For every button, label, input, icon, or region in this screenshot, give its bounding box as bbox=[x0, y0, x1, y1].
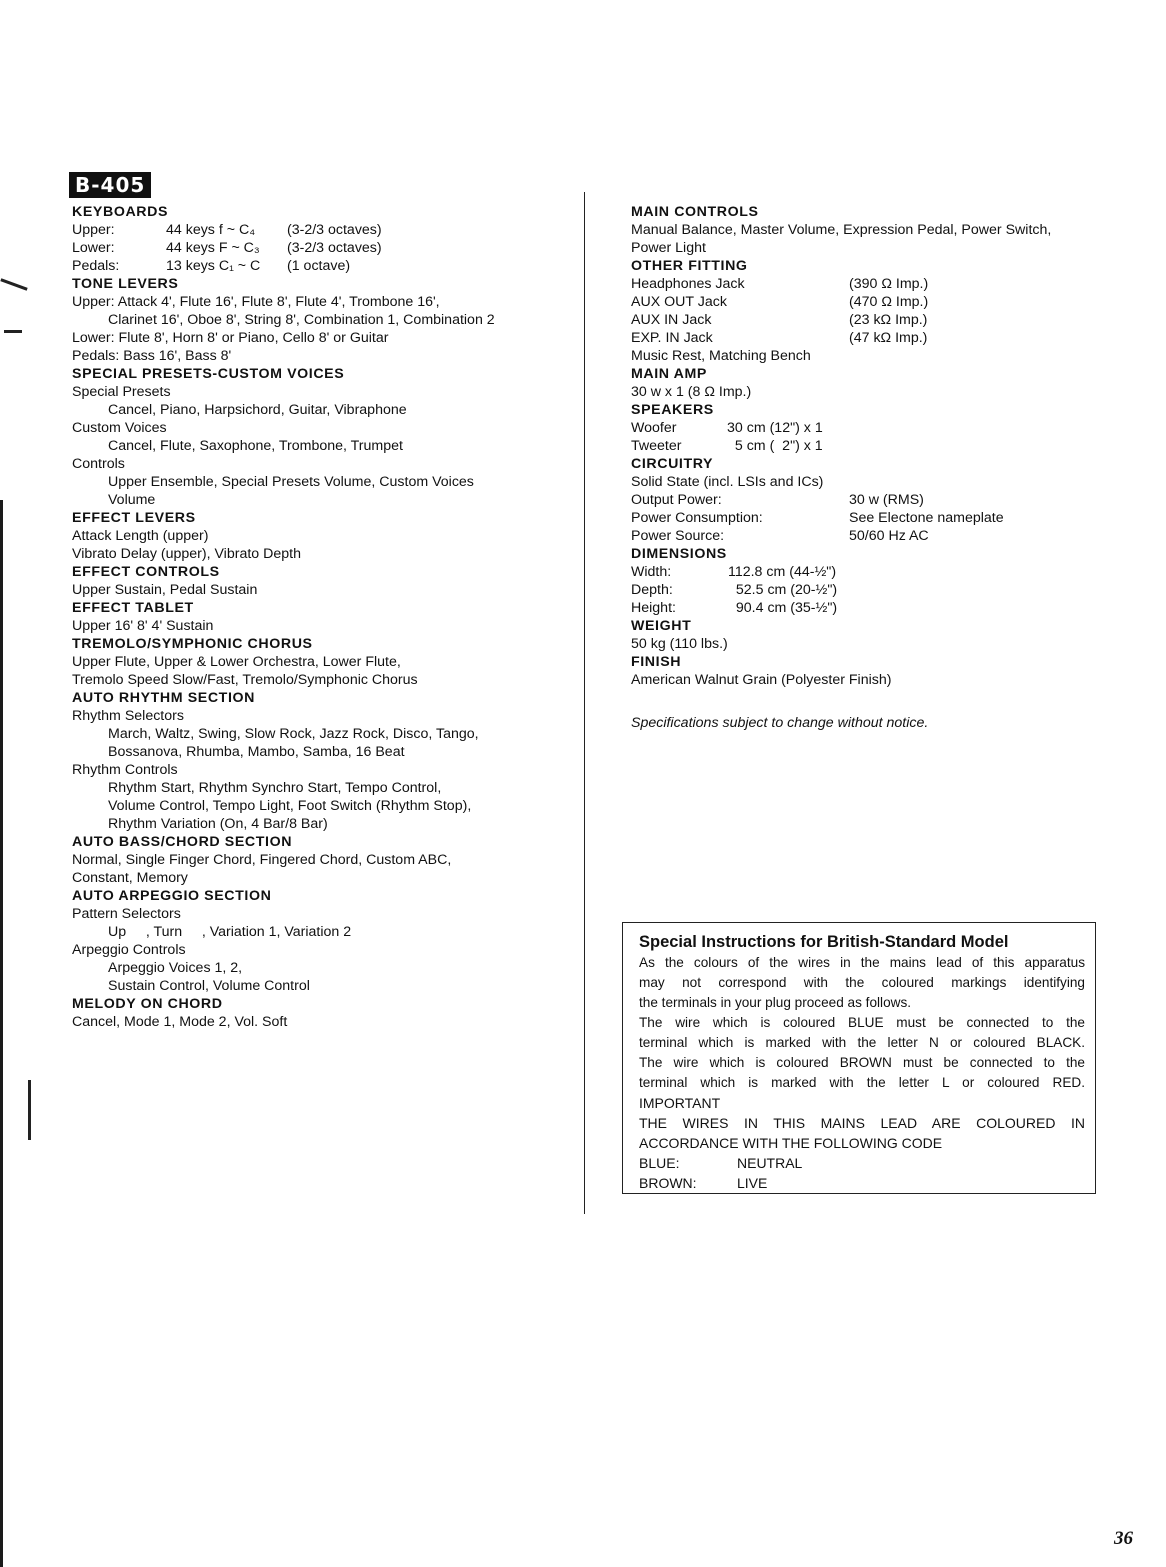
column-divider bbox=[584, 192, 585, 1214]
instruction-line: As the colours of the wires in the mains lead of this apparatus bbox=[639, 955, 1085, 970]
tone-levers-upper: Upper: Attack 4', Flute 16', Flute 8', Flute 4', Trombone 16', bbox=[72, 294, 440, 310]
fitting-row: AUX IN Jack (23 kΩ Imp.) bbox=[631, 312, 928, 328]
circuitry-row: Power Source: 50/60 Hz AC bbox=[631, 528, 929, 544]
effect-controls-heading: EFFECT CONTROLS bbox=[72, 564, 220, 580]
instruction-line: terminal which is marked with the letter L or coloured RED. bbox=[639, 1075, 1085, 1090]
instruction-line: The wire which is coloured BLUE must be connected to the bbox=[639, 1015, 1085, 1030]
rhythm-selectors-line: March, Waltz, Swing, Slow Rock, Jazz Rock, Disco, Tango, bbox=[108, 726, 479, 742]
keyboards-heading: KEYBOARDS bbox=[72, 204, 169, 220]
dimension-row: Height: 90.4 cm (35-½") bbox=[631, 600, 838, 616]
important-line: THE WIRES IN THIS MAINS LEAD ARE COLOURED IN bbox=[639, 1115, 1085, 1131]
fitting-row: EXP. IN Jack (47 kΩ Imp.) bbox=[631, 330, 928, 346]
special-presets-heading: SPECIAL PRESETS-CUSTOM VOICES bbox=[72, 366, 345, 382]
keyboard-row: Upper: 44 keys f ~ C₄ (3-2/3 octaves) bbox=[72, 222, 382, 238]
effect-levers-line: Vibrato Delay (upper), Vibrato Depth bbox=[72, 546, 301, 562]
auto-bass-line: Normal, Single Finger Chord, Fingered Chord, Custom ABC, bbox=[72, 852, 452, 868]
auto-bass-heading: AUTO BASS/CHORD SECTION bbox=[72, 834, 293, 850]
instruction-line: The wire which is coloured BROWN must be connected to the bbox=[639, 1055, 1085, 1070]
special-presets-items: Cancel, Piano, Harpsichord, Guitar, Vibraphone bbox=[108, 402, 407, 418]
weight-line: 50 kg (110 lbs.) bbox=[631, 636, 728, 652]
fitting-row: Headphones Jack (390 Ω Imp.) bbox=[631, 276, 929, 292]
instruction-line: may not correspond with the coloured markings identifying bbox=[639, 975, 1085, 990]
tremolo-line: Tremolo Speed Slow/Fast, Tremolo/Symphonic Chorus bbox=[72, 672, 418, 688]
british-instructions-title: Special Instructions for British-Standard Model bbox=[639, 933, 1009, 951]
british-instructions-body bbox=[639, 953, 1085, 1093]
effect-levers-line: Attack Length (upper) bbox=[72, 528, 209, 544]
other-fitting-heading: OTHER FITTING bbox=[631, 258, 748, 274]
presets-controls-line: Upper Ensemble, Special Presets Volume, Custom Voices bbox=[108, 474, 474, 490]
scan-mark bbox=[4, 330, 22, 333]
dimension-row: Width: 112.8 cm (44-½") bbox=[631, 564, 837, 580]
auto-arpeggio-heading: AUTO ARPEGGIO SECTION bbox=[72, 888, 272, 904]
dimension-row: Depth: 52.5 cm (20-½") bbox=[631, 582, 838, 598]
rhythm-controls-line: Rhythm Start, Rhythm Synchro Start, Tempo Control, bbox=[108, 780, 442, 796]
circuitry-row: Output Power: 30 w (RMS) bbox=[631, 492, 924, 508]
auto-rhythm-heading: AUTO RHYTHM SECTION bbox=[72, 690, 255, 706]
custom-voices-label: Custom Voices bbox=[72, 420, 167, 436]
presets-controls-label: Controls bbox=[72, 456, 125, 472]
arpeggio-controls-line: Arpeggio Voices 1, 2, bbox=[108, 960, 243, 976]
custom-voices-items: Cancel, Flute, Saxophone, Trombone, Trumpet bbox=[108, 438, 403, 454]
important-line: ACCORDANCE WITH THE FOLLOWING CODE bbox=[639, 1135, 943, 1151]
presets-controls-line: Volume bbox=[108, 492, 156, 508]
instruction-line: terminal which is marked with the letter N or coloured BLACK. bbox=[639, 1035, 1085, 1050]
arpeggio-controls-line: Sustain Control, Volume Control bbox=[108, 978, 310, 994]
important-label: IMPORTANT bbox=[639, 1095, 721, 1111]
dimensions-heading: DIMENSIONS bbox=[631, 546, 727, 562]
circuitry-heading: CIRCUITRY bbox=[631, 456, 714, 472]
melody-line: Cancel, Mode 1, Mode 2, Vol. Soft bbox=[72, 1014, 288, 1030]
tone-levers-upper-cont: Clarinet 16', Oboe 8', String 8', Combination 1, Combination 2 bbox=[108, 312, 495, 328]
main-controls-line: Power Light bbox=[631, 240, 706, 256]
effect-tablet-heading: EFFECT TABLET bbox=[72, 600, 194, 616]
keyboard-row: Pedals: 13 keys C₁ ~ C (1 octave) bbox=[72, 258, 351, 274]
main-amp-line: 30 w x 1 (8 Ω Imp.) bbox=[631, 384, 752, 400]
effect-tablet-line: Upper 16' 8' 4' Sustain bbox=[72, 618, 214, 634]
right-column bbox=[631, 203, 1111, 689]
finish-line: American Walnut Grain (Polyester Finish) bbox=[631, 672, 892, 688]
tone-levers-lower: Lower: Flute 8', Horn 8' or Piano, Cello 8' or Guitar bbox=[72, 330, 389, 346]
model-badge: B-405 bbox=[69, 172, 151, 198]
rhythm-selectors-label: Rhythm Selectors bbox=[72, 708, 184, 724]
keyboard-row: Lower: 44 keys F ~ C₃ (3-2/3 octaves) bbox=[72, 240, 382, 256]
auto-bass-line: Constant, Memory bbox=[72, 870, 188, 886]
rhythm-selectors-line: Bossanova, Rhumba, Mambo, Samba, 16 Beat bbox=[108, 744, 405, 760]
arpeggio-controls-label: Arpeggio Controls bbox=[72, 942, 186, 958]
speaker-row: Tweeter 5 cm ( 2") x 1 bbox=[631, 438, 823, 454]
speakers-heading: SPEAKERS bbox=[631, 402, 714, 418]
fitting-row: AUX OUT Jack (470 Ω Imp.) bbox=[631, 294, 929, 310]
tremolo-heading: TREMOLO/SYMPHONIC CHORUS bbox=[72, 636, 313, 652]
page-number: 36 bbox=[1114, 1528, 1133, 1549]
main-amp-heading: MAIN AMP bbox=[631, 366, 707, 382]
pattern-selectors-items: Up , Turn , Variation 1, Variation 2 bbox=[108, 924, 352, 940]
fitting-extra: Music Rest, Matching Bench bbox=[631, 348, 811, 364]
weight-heading: WEIGHT bbox=[631, 618, 692, 634]
main-controls-line: Manual Balance, Master Volume, Expression Pedal, Power Switch, bbox=[631, 222, 1052, 238]
tone-levers-pedals: Pedals: Bass 16', Bass 8' bbox=[72, 348, 232, 364]
british-instructions-box bbox=[622, 922, 1096, 1194]
code-row: BLUE: NEUTRAL bbox=[639, 1155, 803, 1171]
tremolo-line: Upper Flute, Upper & Lower Orchestra, Lower Flute, bbox=[72, 654, 401, 670]
rhythm-controls-line: Rhythm Variation (On, 4 Bar/8 Bar) bbox=[108, 816, 328, 832]
main-controls-heading: MAIN CONTROLS bbox=[631, 204, 759, 220]
rhythm-controls-label: Rhythm Controls bbox=[72, 762, 178, 778]
tone-levers-heading: TONE LEVERS bbox=[72, 276, 179, 292]
special-presets-label: Special Presets bbox=[72, 384, 171, 400]
left-column bbox=[72, 203, 572, 1031]
speaker-row: Woofer 30 cm (12") x 1 bbox=[631, 420, 823, 436]
scan-mark bbox=[0, 278, 27, 290]
scan-mark bbox=[28, 1080, 31, 1140]
scan-edge-line bbox=[0, 500, 3, 1567]
finish-heading: FINISH bbox=[631, 654, 682, 670]
melody-heading: MELODY ON CHORD bbox=[72, 996, 223, 1012]
instruction-line: the terminals in your plug proceed as follows. bbox=[639, 995, 912, 1010]
effect-controls-line: Upper Sustain, Pedal Sustain bbox=[72, 582, 258, 598]
pattern-selectors-label: Pattern Selectors bbox=[72, 906, 181, 922]
code-row: BROWN: LIVE bbox=[639, 1175, 768, 1191]
rhythm-controls-line: Volume Control, Tempo Light, Foot Switch (Rhythm Stop), bbox=[108, 798, 472, 814]
circuitry-row: Power Consumption: See Electone nameplate bbox=[631, 510, 1004, 526]
effect-levers-heading: EFFECT LEVERS bbox=[72, 510, 196, 526]
specifications-notice: Specifications subject to change without notice. bbox=[631, 715, 929, 731]
circuitry-line: Solid State (incl. LSIs and ICs) bbox=[631, 474, 824, 490]
